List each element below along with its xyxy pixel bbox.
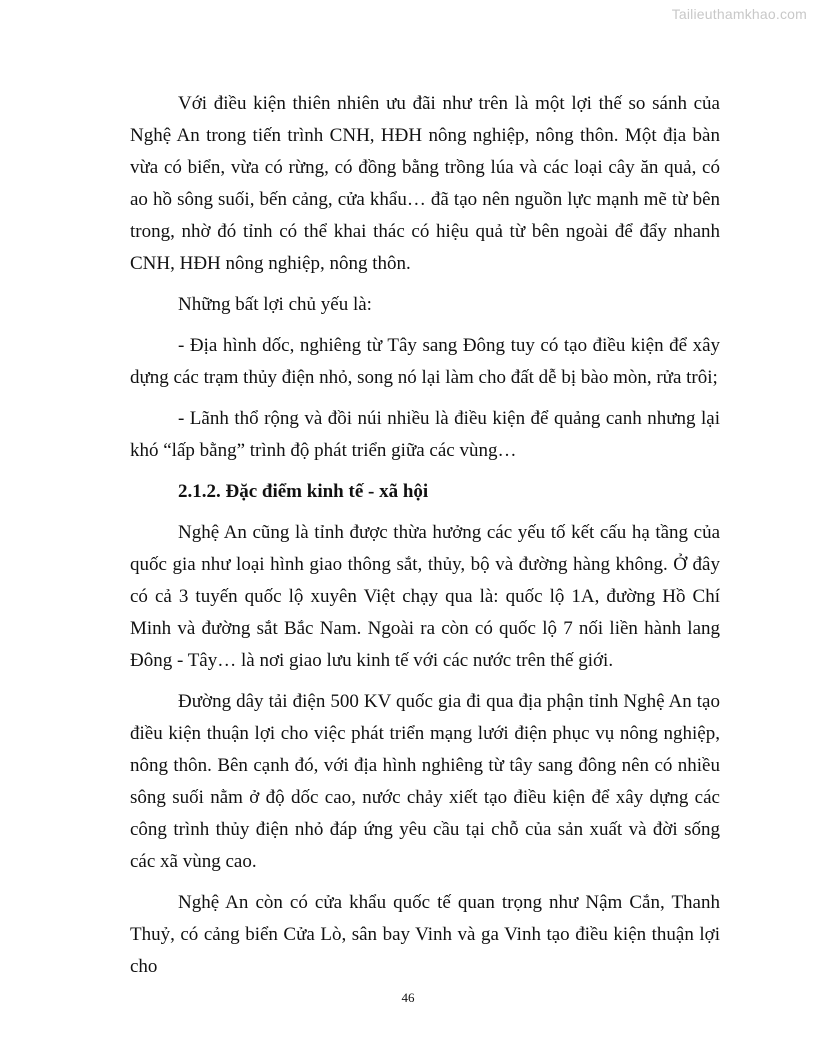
page-body — [130, 88, 720, 992]
page-number: 46 — [401, 990, 415, 1005]
paragraph-natural-advantages: Với điều kiện thiên nhiên ưu đãi như trên là một lợi thế so sánh của Nghệ An trong tiến trình CNH, HĐH nông nghiệp, nông thôn. Một địa bàn vừa có biển, vừa có rừng, có đồng bằng trồng lúa và các loại cây ăn quả, có ao hồ sông suối, bến cảng, cửa khẩu… đã tạo nên nguồn lực mạnh mẽ từ bên trong, nhờ đó tỉnh có thể khai thác có hiệu quả từ bên ngoài để đẩy nhanh CNH, HĐH nông nghiệp, nông thôn. — [130, 93, 720, 274]
paragraph-power-line: Đường dây tải điện 500 KV quốc gia đi qua địa phận tỉnh Nghệ An tạo điều kiện thuận lợi cho việc phát triển mạng lưới điện phục vụ nông nghiệp, nông thôn. Bên cạnh đó, với địa hình nghiêng từ tây sang đông nên có nhiều sông suối nằm ở độ dốc cao, nước chảy xiết tạo điều kiện để xây dựng các công trình thủy điện nhỏ đáp ứng yêu cầu tại chỗ của sản xuất và đời sống các xã vùng cao. — [130, 691, 720, 872]
section-heading: 2.1.2. Đặc điểm kinh tế - xã hội — [178, 481, 429, 502]
paragraph-disadvantage-terrain: - Địa hình dốc, nghiêng từ Tây sang Đông tuy có tạo điều kiện để xây dựng các trạm thủy điện nhỏ, song nó lại làm cho đất dễ bị bào mòn, rửa trôi; — [130, 335, 720, 388]
paragraph-disadvantage-territory: - Lãnh thổ rộng và đồi núi nhiều là điều kiện để quảng canh nhưng lại khó “lấp bằng” trình độ phát triển giữa các vùng… — [130, 408, 720, 461]
paragraph-infrastructure: Nghệ An cũng là tỉnh được thừa hưởng các yếu tố kết cấu hạ tầng của quốc gia như loại hình giao thông sắt, thủy, bộ và đường hàng không. Ở đây có cả 3 tuyến quốc lộ xuyên Việt chạy qua là: quốc lộ 1A, đường Hồ Chí Minh và đường sắt Bắc Nam. Ngoài ra còn có quốc lộ 7 nối liền hành lang Đông - Tây… là nơi giao lưu kinh tế với các nước trên thế giới. — [130, 522, 720, 671]
paragraph-border-gates: Nghệ An còn có cửa khẩu quốc tế quan trọng như Nậm Cắn, Thanh Thuỷ, có cảng biển Cửa Lò, sân bay Vinh và ga Vinh tạo điều kiện thuận lợi cho — [130, 892, 720, 977]
paragraph-disadvantages-intro: Những bất lợi chủ yếu là: — [178, 294, 372, 315]
watermark: Tailieuthamkhao.com — [671, 6, 807, 22]
